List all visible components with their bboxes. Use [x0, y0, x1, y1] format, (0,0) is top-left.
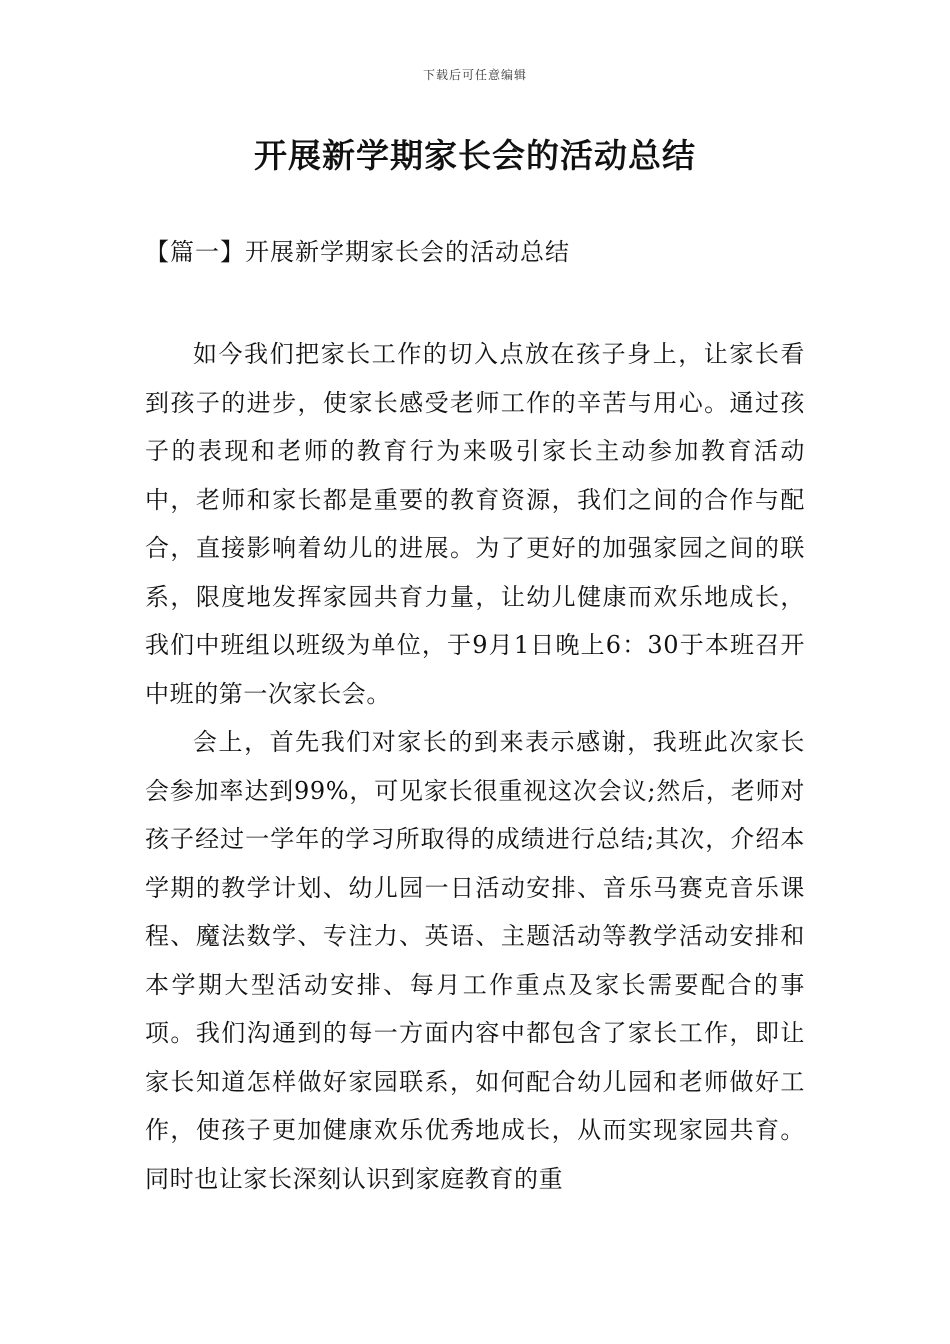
header-note: 下载后可任意编辑: [422, 68, 527, 82]
body-text: [145, 330, 805, 1203]
document-title: 开展新学期家长会的活动总结: [254, 136, 696, 175]
section-heading: 【篇一】开展新学期家长会的活动总结: [145, 238, 570, 266]
paragraph-2: 会上，首先我们对家长的到来表示感谢，我班此次家长会参加率达到99%，可见家长很重视这次会议;然后，老师对孩子经过一学年的学习所取得的成绩进行总结;其次，介绍本学期的教学计划、幼儿园一日活动安排、音乐马赛克音乐课程、魔法数学、专注力、英语、主题活动等教学活动安排和本学期大型活动安排、每月工作重点及家长需要配合的事项。我们沟通到的每一方面内容中都包含了家长工作，即让家长知道怎样做好家园联系，如何配合幼儿园和老师做好工作，使孩子更加健康欢乐优秀地成长，从而实现家园共育。同时也让家长深刻认识到家庭教育的重: [145, 728, 805, 1193]
paragraph-1: 如今我们把家长工作的切入点放在孩子身上，让家长看到孩子的进步，使家长感受老师工作的辛苦与用心。通过孩子的表现和老师的教育行为来吸引家长主动参加教育活动中，老师和家长都是重要的教育资源，我们之间的合作与配合，直接影响着幼儿的进展。为了更好的加强家园之间的联系，限度地发挥家园共育力量，让幼儿健康而欢乐地成长，我们中班组以班级为单位，于9月1日晚上6：30于本班召开中班的第一次家长会。: [145, 340, 805, 708]
